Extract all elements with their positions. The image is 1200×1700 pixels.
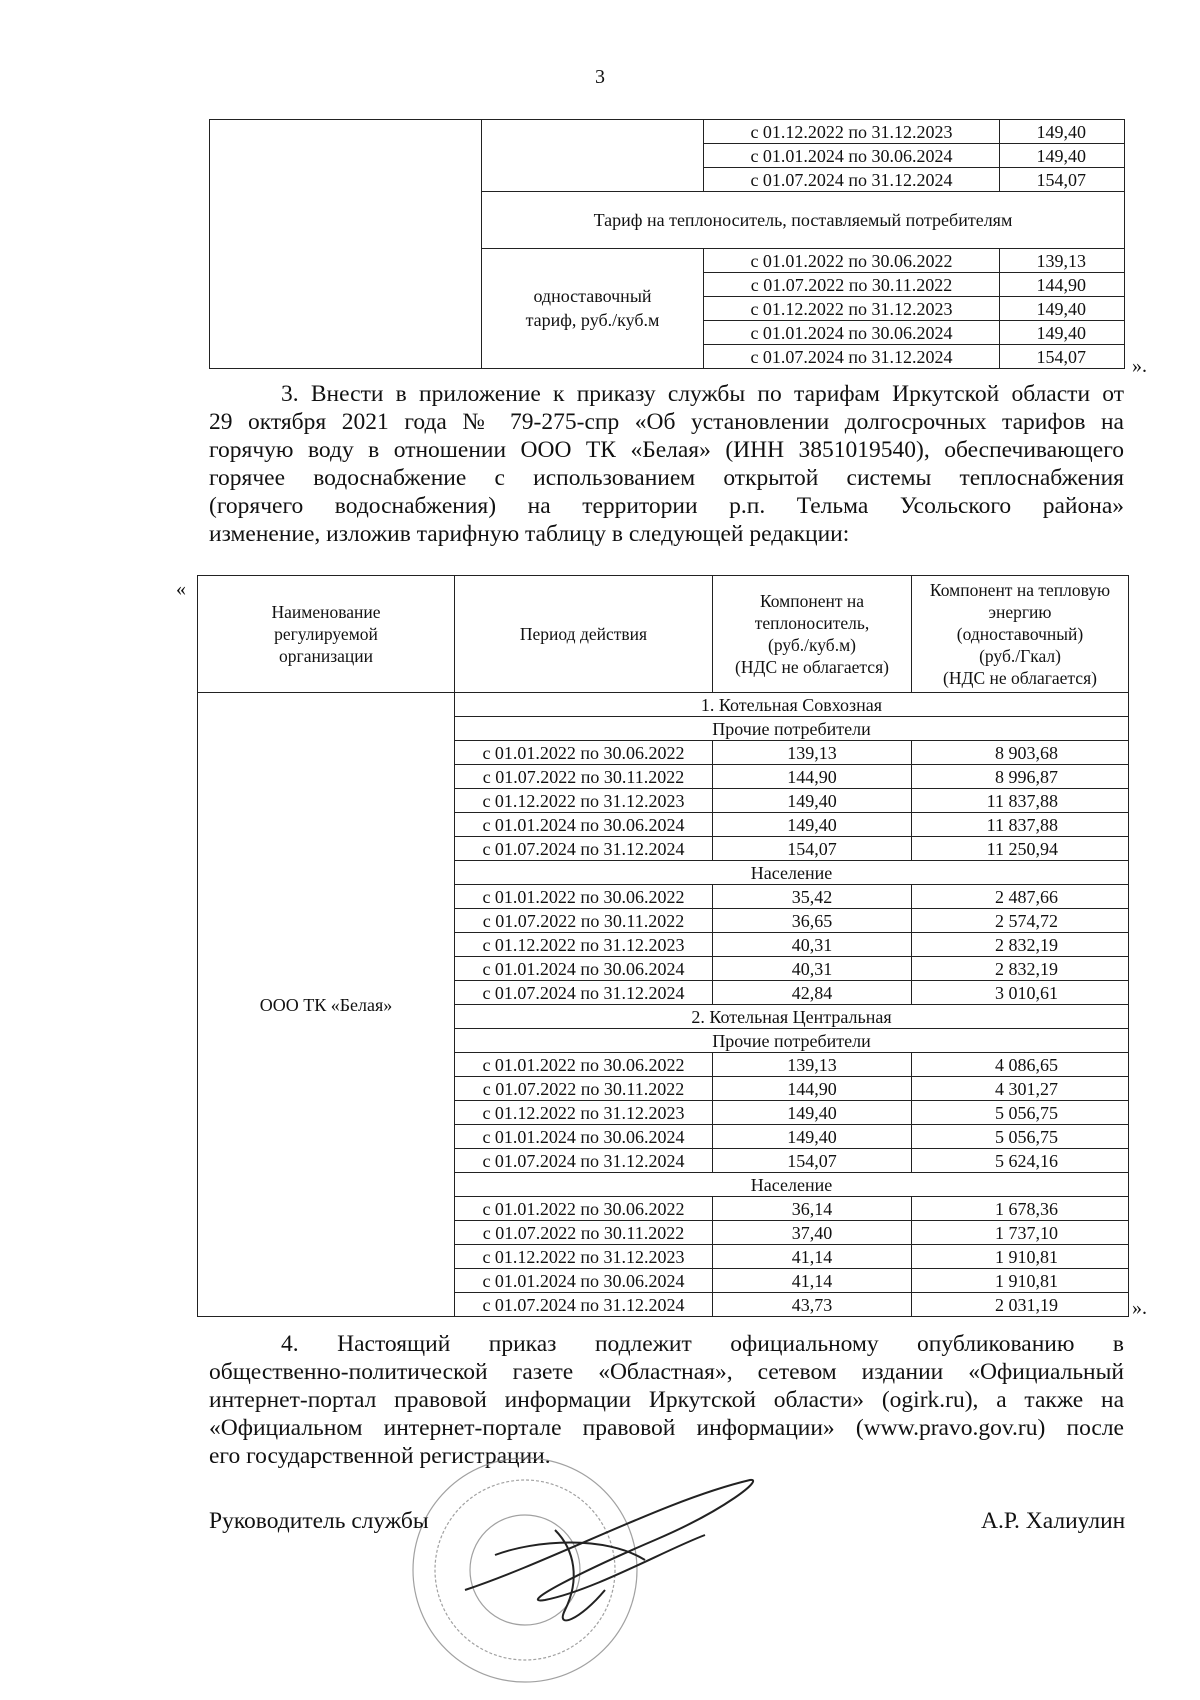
paragraph-line: изменение, изложив тарифную таблицу в следующей редакции: <box>209 521 850 547</box>
period-cell: с 01.01.2022 по 30.06.2022 <box>704 249 1000 273</box>
page-number: 3 <box>595 66 605 88</box>
paragraph-3 <box>209 380 1124 548</box>
heat-carrier-heading: Тариф на теплоноситель, поставляемый потребителям <box>482 192 1125 249</box>
period-cell: с 01.01.2024 по 30.06.2024 <box>455 1269 713 1293</box>
period-cell: с 01.01.2022 по 30.06.2022 <box>455 1197 713 1221</box>
period-cell: с 01.01.2024 по 30.06.2024 <box>455 957 713 981</box>
value-cell: 154,07 <box>1000 345 1125 369</box>
period-cell: с 01.07.2022 по 30.11.2022 <box>704 273 1000 297</box>
header-line: (НДС не облагается) <box>943 668 1097 688</box>
heat-energy-value: 1 910,81 <box>912 1245 1129 1269</box>
organization-cell: ООО ТК «Белая» <box>198 693 455 1317</box>
period-cell: с 01.07.2022 по 30.11.2022 <box>455 1221 713 1245</box>
header-line: Компонент на <box>759 591 865 611</box>
heat-energy-value: 2 832,19 <box>912 933 1129 957</box>
empty-kind-cell <box>482 120 704 192</box>
signatory-name: А.Р. Халиулин <box>981 1508 1126 1534</box>
heat-energy-value: 3 010,61 <box>912 981 1129 1005</box>
section-row <box>198 693 1129 717</box>
table-row <box>210 120 1125 144</box>
heat-carrier-value: 42,84 <box>713 981 912 1005</box>
heat-energy-value: 11 837,88 <box>912 789 1129 813</box>
section-title: 2. Котельная Центральная <box>455 1005 1129 1029</box>
period-cell: с 01.12.2022 по 31.12.2023 <box>455 933 713 957</box>
period-cell: с 01.12.2022 по 31.12.2023 <box>455 789 713 813</box>
header-line: организации <box>279 646 373 666</box>
heat-energy-value: 4 301,27 <box>912 1077 1129 1101</box>
heat-energy-value: 1 678,36 <box>912 1197 1129 1221</box>
header-line: Компонент на тепловую <box>929 580 1111 600</box>
period-cell: с 01.01.2022 по 30.06.2022 <box>455 885 713 909</box>
heat-carrier-value: 36,14 <box>713 1197 912 1221</box>
header-line: (НДС не облагается) <box>735 657 889 677</box>
top-tariff-table <box>209 119 1125 369</box>
tariff-kind-cell <box>482 249 704 369</box>
header-period: Период действия <box>455 576 713 693</box>
paragraph-line: общественно-политической газете «Областная», сетевом издании «Официальный <box>209 1359 1124 1385</box>
heat-energy-value: 5 056,75 <box>912 1101 1129 1125</box>
heat-energy-value: 2 832,19 <box>912 957 1129 981</box>
paragraph-line: (горячего водоснабжения) на территории р.п. Тельма Усольского района» <box>209 493 1124 519</box>
period-cell: с 01.07.2024 по 31.12.2024 <box>455 1149 713 1173</box>
heat-carrier-value: 40,31 <box>713 957 912 981</box>
group-title: Население <box>455 861 1129 885</box>
heat-energy-value: 8 996,87 <box>912 765 1129 789</box>
header-line: Наименование <box>271 602 381 622</box>
paragraph-line: 3. Внести в приложение к приказу службы по тарифам Иркутской области от <box>281 381 1124 407</box>
heat-energy-value: 2 574,72 <box>912 909 1129 933</box>
period-cell: с 01.01.2022 по 30.06.2022 <box>455 741 713 765</box>
heat-energy-value: 2 487,66 <box>912 885 1129 909</box>
paragraph-line: «Официальном интернет-портале правовой информации» (www.pravo.gov.ru) после <box>209 1415 1124 1441</box>
paragraph-line: интернет-портал правовой информации Иркутской области» (ogirk.ru), а также на <box>209 1387 1124 1413</box>
group-title: Население <box>455 1173 1129 1197</box>
group-title: Прочие потребители <box>455 717 1129 741</box>
period-cell: с 01.01.2022 по 30.06.2022 <box>455 1053 713 1077</box>
main-table-closing-quote: ». <box>1132 1297 1147 1319</box>
period-cell: с 01.12.2022 по 31.12.2023 <box>455 1101 713 1125</box>
paragraph-line: 29 октября 2021 года № 79-275-спр «Об установлении долгосрочных тарифов на <box>209 409 1124 435</box>
main-table-opening-quote: « <box>176 578 186 600</box>
heat-carrier-value: 154,07 <box>713 837 912 861</box>
header-line: теплоноситель, <box>754 613 870 633</box>
header-line: (руб./Гкал) <box>979 646 1061 666</box>
heat-carrier-value: 35,42 <box>713 885 912 909</box>
value-cell: 149,40 <box>1000 144 1125 168</box>
period-cell: с 01.07.2024 по 31.12.2024 <box>455 981 713 1005</box>
period-cell: с 01.12.2022 по 31.12.2023 <box>704 297 1000 321</box>
period-cell: с 01.07.2022 по 30.11.2022 <box>455 1077 713 1101</box>
tariff-kind-line: тариф, руб./куб.м <box>525 309 660 330</box>
paragraph-line: горячую воду в отношении ООО ТК «Белая» (ИНН 3851019540), обеспечивающего <box>209 437 1124 463</box>
heat-carrier-value: 144,90 <box>713 765 912 789</box>
period-cell: с 01.07.2024 по 31.12.2024 <box>704 345 1000 369</box>
period-cell: с 01.07.2024 по 31.12.2024 <box>704 168 1000 192</box>
value-cell: 154,07 <box>1000 168 1125 192</box>
heat-carrier-value: 149,40 <box>713 1125 912 1149</box>
header-line: регулируемой <box>274 624 378 644</box>
heat-energy-value: 11 250,94 <box>912 837 1129 861</box>
header-heat-carrier <box>713 576 912 693</box>
period-cell: с 01.12.2022 по 31.12.2023 <box>704 120 1000 144</box>
period-cell: с 01.01.2024 по 30.06.2024 <box>455 1125 713 1149</box>
paragraph-line: горячее водоснабжение с использованием открытой системы теплоснабжения <box>209 465 1124 491</box>
main-tariff-table <box>197 575 1129 1317</box>
heat-carrier-value: 41,14 <box>713 1269 912 1293</box>
period-cell: с 01.07.2022 по 30.11.2022 <box>455 909 713 933</box>
section-title: 1. Котельная Совхозная <box>455 693 1129 717</box>
period-cell: с 01.01.2024 по 30.06.2024 <box>455 813 713 837</box>
heat-carrier-value: 139,13 <box>713 1053 912 1077</box>
paragraph-line: его государственной регистрации. <box>209 1443 551 1469</box>
header-line: энергию <box>988 602 1052 622</box>
heat-energy-value: 1 910,81 <box>912 1269 1129 1293</box>
heat-carrier-value: 139,13 <box>713 741 912 765</box>
value-cell: 144,90 <box>1000 273 1125 297</box>
period-cell: с 01.07.2024 по 31.12.2024 <box>455 837 713 861</box>
tariff-kind-line: одноставочный <box>533 286 652 307</box>
heat-carrier-value: 43,73 <box>713 1293 912 1317</box>
header-line: (руб./куб.м) <box>768 635 856 655</box>
period-cell: с 01.12.2022 по 31.12.2023 <box>455 1245 713 1269</box>
heat-carrier-value: 41,14 <box>713 1245 912 1269</box>
paragraph-line: 4. Настоящий приказ подлежит официальному опубликованию в <box>281 1331 1124 1357</box>
heat-carrier-value: 40,31 <box>713 933 912 957</box>
heat-energy-value: 5 056,75 <box>912 1125 1129 1149</box>
heat-carrier-value: 149,40 <box>713 789 912 813</box>
heat-carrier-value: 154,07 <box>713 1149 912 1173</box>
period-cell: с 01.01.2024 по 30.06.2024 <box>704 144 1000 168</box>
heat-carrier-value: 149,40 <box>713 813 912 837</box>
value-cell: 139,13 <box>1000 249 1125 273</box>
top-table-closing-quote: ». <box>1132 355 1147 377</box>
heat-carrier-value: 37,40 <box>713 1221 912 1245</box>
group-title: Прочие потребители <box>455 1029 1129 1053</box>
heat-energy-value: 8 903,68 <box>912 741 1129 765</box>
table-header-row <box>198 576 1129 693</box>
heat-carrier-value: 149,40 <box>713 1101 912 1125</box>
heat-energy-value: 5 624,16 <box>912 1149 1129 1173</box>
heat-energy-value: 4 086,65 <box>912 1053 1129 1077</box>
value-cell: 149,40 <box>1000 120 1125 144</box>
period-cell: с 01.01.2024 по 30.06.2024 <box>704 321 1000 345</box>
value-cell: 149,40 <box>1000 297 1125 321</box>
official-stamp-icon <box>405 1440 785 1700</box>
heat-energy-value: 2 031,19 <box>912 1293 1129 1317</box>
signatory-title: Руководитель службы <box>209 1508 429 1534</box>
value-cell: 149,40 <box>1000 321 1125 345</box>
period-cell: с 01.07.2024 по 31.12.2024 <box>455 1293 713 1317</box>
header-heat-energy <box>912 576 1129 693</box>
header-line: (одноставочный) <box>956 624 1084 644</box>
heat-energy-value: 11 837,88 <box>912 813 1129 837</box>
heat-carrier-value: 144,90 <box>713 1077 912 1101</box>
empty-org-cell <box>210 120 482 369</box>
heat-energy-value: 1 737,10 <box>912 1221 1129 1245</box>
heat-carrier-value: 36,65 <box>713 909 912 933</box>
period-cell: с 01.07.2022 по 30.11.2022 <box>455 765 713 789</box>
header-org <box>198 576 455 693</box>
